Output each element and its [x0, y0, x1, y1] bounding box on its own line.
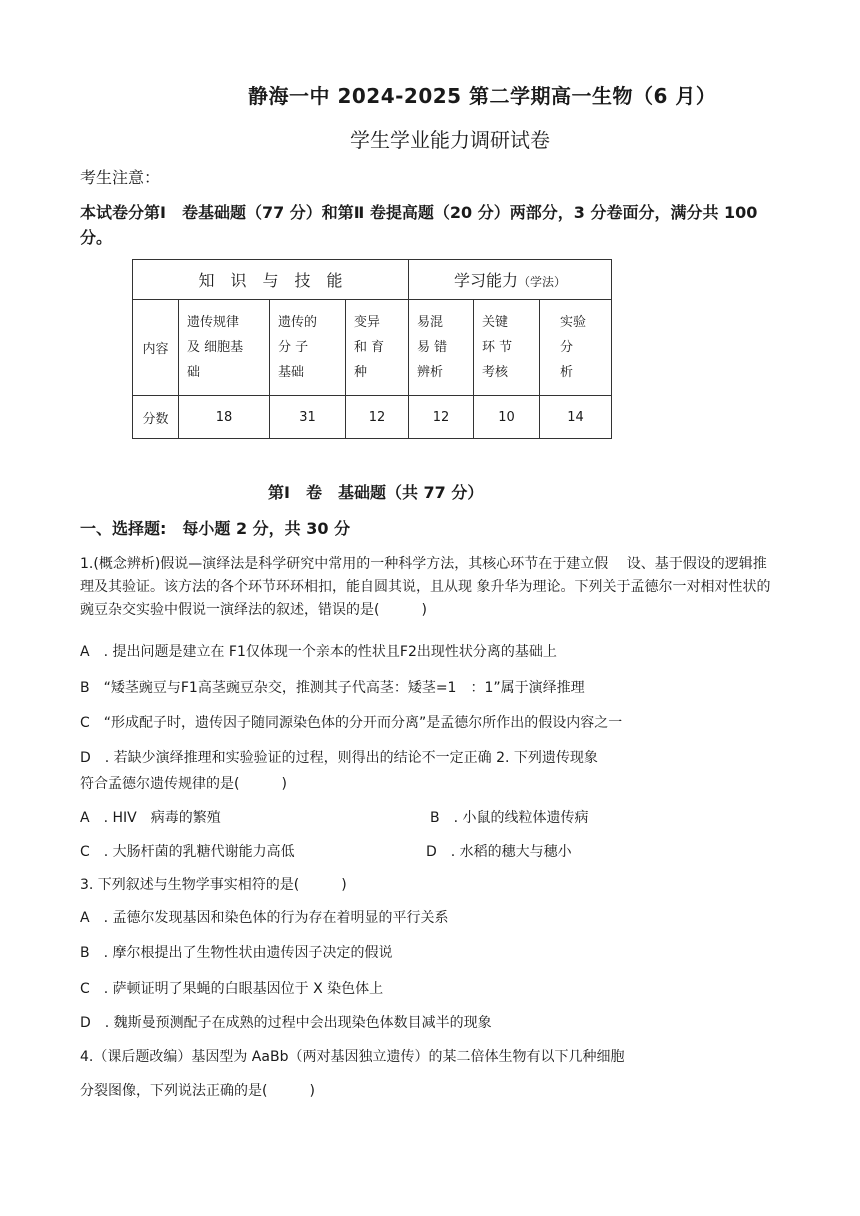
row-label-content: 内容 [133, 300, 179, 396]
question-1-option-a: A . 提出问题是建立在 F1仅体现一个亲本的性状且F2出现性状分离的基础上 [80, 644, 557, 660]
exam-title: 静海一中 2024-2025 第二学期高一生物（6 月） [248, 84, 717, 108]
category-line: 辨析 [417, 365, 444, 380]
category-cell [179, 300, 270, 396]
category-line: 环 节 [482, 340, 513, 355]
question-4-stem-line1: 4.（课后题改编）基因型为 AaBb（两对基因独立遗传）的某二倍体生物有以下几种细胞 [80, 1049, 625, 1065]
question-2-stem: 符合孟德尔遗传规律的是( ) [80, 776, 287, 792]
category-line: 变异 [354, 315, 381, 330]
question-1-option-d: D . 若缺少演绎推理和实验验证的过程，则得出的结论不一定正确 2. 下列遗传现象 [80, 750, 598, 766]
category-line: 考核 [482, 365, 509, 380]
score-cell: 10 [474, 396, 540, 439]
score-cell: 31 [270, 396, 346, 439]
category-line: 种 [354, 365, 368, 380]
question-1-option-c: C “形成配子时，遗传因子随同源染色体的分开而分离”是孟德尔所作出的假设内容之一 [80, 715, 623, 731]
question-1-stem: 1.(概念辨析)假说—演绎法是科学研究中常用的一种科学方法，其核心环节在于建立假 设、基于假设的逻辑推理及其验证。该方法的各个环节环环相扣，能自圆其说，且从现 象升华为理论。下列关于孟德尔一对相对性状的豌豆杂交实验中假说一演绎法的叙述，错误的是( ) [80, 556, 771, 618]
category-cell [270, 300, 346, 396]
category-line: 础 [187, 365, 201, 380]
question-3-option-b: B . 摩尔根提出了生物性状由遗传因子决定的假说 [80, 945, 393, 961]
score-cell: 14 [540, 396, 612, 439]
category-line: 关键 [482, 315, 509, 330]
category-line: 和 育 [354, 340, 385, 355]
category-line: 析 [560, 365, 574, 380]
part-title: 一、选择题: 每小题 2 分，共 30 分 [80, 519, 351, 538]
category-cell [409, 300, 474, 396]
score-distribution-table [132, 259, 612, 439]
question-2-option-b: B . 小鼠的线粒体遗传病 [430, 810, 589, 826]
question-3-option-d: D . 魏斯曼预测配子在成熟的过程中会出现染色体数目减半的现象 [80, 1015, 492, 1031]
exam-subtitle: 学生学业能力调研试卷 [350, 128, 550, 152]
category-cell [346, 300, 409, 396]
question-1-option-b: B “矮茎豌豆与F1高茎豌豆杂交，推测其子代高茎：矮茎=1 ：1”属于演绎推理 [80, 680, 585, 696]
row-label-score: 分数 [133, 396, 179, 439]
category-cell [540, 300, 612, 396]
header-learning-ability [409, 260, 612, 300]
category-line: 基础 [278, 365, 305, 380]
header-learning-ability-label: 学习能力 [454, 271, 519, 290]
header-learning-ability-note: （学法） [518, 275, 567, 289]
category-line: 及 细胞基 [187, 340, 244, 355]
category-line: 遗传的 [278, 315, 318, 330]
score-cell: 18 [179, 396, 270, 439]
score-cell: 12 [409, 396, 474, 439]
question-2-option-c: C . 大肠杆菌的乳糖代谢能力高低 [80, 844, 295, 860]
category-line: 易 错 [417, 340, 448, 355]
question-3-option-c: C . 萨顿证明了果蝇的白眼基因位于 X 染色体上 [80, 981, 384, 997]
question-2-option-a: A . HIV 病毒的繁殖 [80, 810, 221, 826]
category-line: 分 [560, 340, 574, 355]
category-line: 遗传规律 [187, 315, 240, 330]
header-knowledge-skills: 知 识 与 技 能 [133, 260, 409, 300]
question-3-option-a: A . 孟德尔发现基因和染色体的行为存在着明显的平行关系 [80, 910, 449, 926]
question-4-stem-line2: 分裂图像，下列说法正确的是( ) [80, 1083, 315, 1099]
category-line: 实验 [560, 315, 587, 330]
exam-description: 本试卷分第Ⅰ 卷基础题（77 分）和第Ⅱ 卷提高题（20 分）两部分，3 分卷面分，满分共 100 分。 [80, 203, 758, 247]
section-title: 第Ⅰ 卷 基础题（共 77 分） [268, 483, 484, 502]
score-cell: 12 [346, 396, 409, 439]
notice-label: 考生注意： [80, 168, 161, 187]
question-2-option-d: D . 水稻的穗大与穗小 [426, 844, 572, 860]
question-3-stem: 3. 下列叙述与生物学事实相符的是( ) [80, 877, 347, 893]
category-line: 易混 [417, 315, 444, 330]
category-line: 分 子 [278, 340, 309, 355]
category-cell [474, 300, 540, 396]
